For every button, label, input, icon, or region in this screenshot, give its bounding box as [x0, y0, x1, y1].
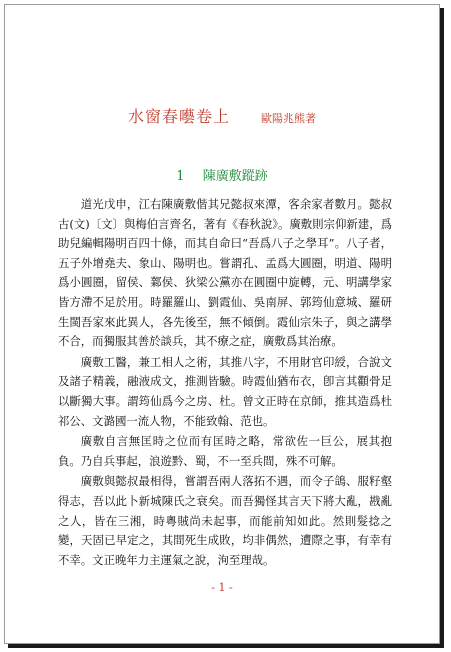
section-heading — [5, 165, 439, 184]
section-title: 陳廣敷蹤跡 — [202, 169, 268, 184]
page-title: 水窗春囈卷上 — [127, 107, 230, 126]
body-text — [58, 195, 392, 571]
paragraph: 道光戊申，江右陳廣敷偕其兄懿叔來潭，客余家者數月。懿叔古(文)〔文〕與梅伯言齊名，著有《春秋說》。廣敷則宗仰新建，爲助兒編輯陽明百四十條，而其自命曰“吾爲八子之學耳”。八子者，五子外增堯夫、象山、陽明也。嘗謂孔、孟爲大圓圈，明道、陽明爲小圓圈，留侯、鄴侯、狄梁公黨亦在圓圈中旋轉，元、明講學家皆方滯不足於用。時羅羅山、劉霞仙、吳南屏、郭筠仙意城、羅研生閩吾家來此異人，各先後至，無不傾倒。霞仙宗朱子，與之講學不合，而獨服其善於談兵，其不療之症，廣敷爲其治療。 — [58, 197, 392, 349]
page-number: - 1 - — [211, 581, 233, 594]
paragraph: 廣敷自言無匡時之位而有匡時之略，常欲佐一巨公，展其抱負。乃自兵事起，浪遊黔、蜀，不一至兵間，殊不可解。 — [58, 434, 392, 468]
title-line — [5, 104, 439, 127]
paragraph: 廣敷工醫，兼工相人之術，其推八字，不用財官印綬，合說文及諸子精義，融液成文，推測皆驗。時霞仙猶布衣，卽言其顴骨足以斷獨大事。謂筠仙爲今之房、杜。曾文正時在京師，推其造爲杜祁公、文潞國一流人物，不能致翰、范也。 — [58, 354, 392, 428]
section-number: 1 — [176, 169, 185, 184]
paragraph: 廣敷與懿叔最相得，嘗謂吾兩人落拓不遇，而令子鴿、服籽壑得志，吾以此卜新城陳氏之衰矣。而吾獨怪其言天下將大亂，戡亂之人，皆在三湘，時粵賊尚未起事，而能前知如此。然則髮捻之變，天固已早定之，其間死生成敗，均非偶然，遭際之事，有幸有不幸。文正晚年力主運氣之說，洵至理哉。 — [58, 474, 392, 567]
author-name: 歐陽兆熊著 — [261, 112, 317, 125]
document-page — [4, 4, 440, 644]
